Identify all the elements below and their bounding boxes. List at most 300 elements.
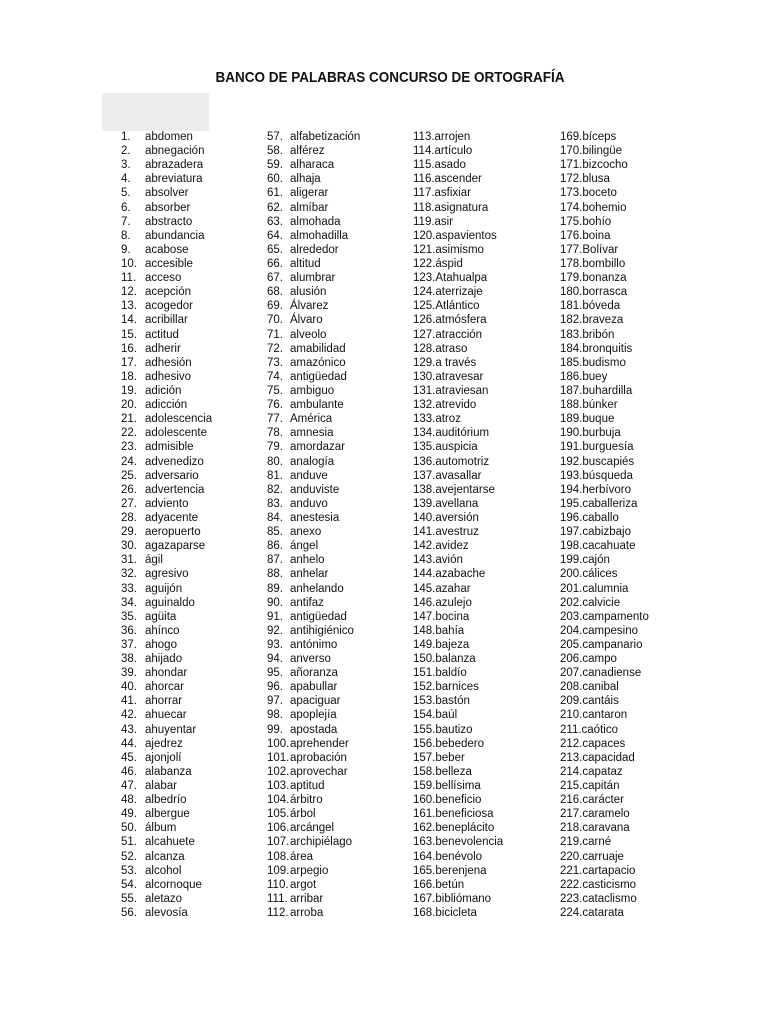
word-text: caramelo [582,808,630,821]
word-number: 134. [413,427,436,440]
word-item [560,426,649,440]
word-number: 155. [413,723,436,736]
word-text: artículo [434,145,473,158]
word-number: 123. [413,272,436,285]
word-column-1 [121,130,212,920]
word-number: 92. [267,624,283,637]
word-item [267,892,360,906]
word-text: absorber [145,201,191,214]
word-item [121,680,212,694]
word-item [121,144,212,158]
word-number: 34. [121,596,137,609]
word-number: 216. [560,794,583,807]
word-number: 201. [560,582,583,595]
word-number: 26. [121,483,137,496]
word-number: 188. [560,399,583,412]
word-text: campo [582,653,617,666]
word-text: arcángel [290,822,335,835]
word-text: alusión [290,286,327,299]
word-text: cantáis [582,695,619,708]
word-number: 198. [560,540,583,553]
word-number: 8. [121,229,131,242]
word-number: 32. [121,568,137,581]
word-item [413,215,503,229]
word-item [267,229,360,243]
word-number: 200. [560,568,583,581]
word-item [413,779,503,793]
word-text: albergue [145,808,190,821]
word-text: campamento [582,610,649,623]
word-item [121,328,212,342]
word-text: aversión [435,511,479,524]
word-item [267,878,360,892]
word-item [560,807,649,821]
word-number: 6. [121,201,131,214]
word-number: 130. [413,370,436,383]
word-text: adherir [145,342,181,355]
word-text: capacidad [582,751,635,764]
word-text: aterrizaje [435,286,483,299]
word-number: 191. [560,441,583,454]
word-item [121,455,212,469]
word-number: 190. [560,427,583,440]
word-text: calvicie [582,596,621,609]
word-text: Álvaro [290,314,323,327]
word-text: aguinaldo [145,596,195,609]
word-item [413,299,503,313]
word-number: 1. [121,131,131,143]
word-number: 76. [267,399,283,412]
word-item [121,737,212,751]
word-item [267,666,360,680]
word-text: abnegación [145,145,205,158]
word-number: 18. [121,370,137,383]
word-item [413,708,503,722]
word-number: 121. [413,243,436,256]
word-number: 217. [560,808,583,821]
word-number: 57. [267,131,283,143]
word-column-2 [267,130,360,920]
word-text: ángel [290,540,319,553]
word-number: 164. [413,850,436,863]
word-text: antigüedad [290,610,347,623]
word-item [413,271,503,285]
page-title: BANCO DE PALABRAS CONCURSO DE ORTOGRAFÍA [215,69,565,86]
word-text: cabizbajo [582,526,631,539]
word-item [560,412,649,426]
word-number: 35. [121,610,137,623]
word-item [560,553,649,567]
word-number: 91. [267,610,283,623]
word-item [413,751,503,765]
word-text: auspicia [435,441,478,454]
word-item [267,835,360,849]
word-number: 72. [267,342,283,355]
word-text: antigüedad [290,370,347,383]
word-item [267,567,360,581]
word-number: 118. [413,201,435,214]
word-number: 79. [267,441,283,454]
word-text: ajedrez [145,737,183,750]
word-item [560,313,649,327]
word-item [267,652,360,666]
word-text: arpegio [290,864,329,877]
word-number: 212. [560,737,583,750]
word-text: ahínco [145,624,180,637]
word-item [560,342,649,356]
word-item [121,158,212,172]
word-number: 125. [413,300,436,313]
word-number: 113. [413,131,435,143]
word-item [413,257,503,271]
word-item [560,144,649,158]
word-number: 157. [413,751,436,764]
word-number: 184. [560,342,583,355]
word-item [413,892,503,906]
word-number: 48. [121,794,137,807]
word-item [560,638,649,652]
word-item [413,229,503,243]
word-item [560,694,649,708]
word-text: borrasca [582,286,628,299]
word-item [413,666,503,680]
word-item [560,398,649,412]
word-item [267,723,360,737]
word-number: 94. [267,653,283,666]
word-item [413,356,503,370]
word-number: 146. [413,596,436,609]
word-item [413,737,503,751]
word-item [413,765,503,779]
word-item [121,285,212,299]
word-number: 202. [560,596,583,609]
word-number: 177. [560,243,583,256]
word-text: abreviatura [145,173,203,186]
word-number: 20. [121,399,137,412]
word-text: campesino [582,624,639,637]
word-number: 65. [267,243,283,256]
word-item [267,850,360,864]
word-number: 213. [560,751,583,764]
word-number: 12. [121,286,137,299]
word-number: 207. [560,667,583,680]
word-number: 174. [560,201,583,214]
word-text: cálices [582,568,618,581]
word-number: 204. [560,624,583,637]
word-item [267,412,360,426]
word-number: 7. [121,215,131,228]
word-text: beber [435,751,465,764]
word-number: 25. [121,469,137,482]
word-item [267,201,360,215]
word-item [267,610,360,624]
word-item [121,313,212,327]
word-number: 62. [267,201,283,214]
word-item [413,807,503,821]
word-number: 55. [121,892,137,905]
word-item [121,751,212,765]
word-item [121,426,212,440]
word-text: benevolencia [435,836,504,849]
word-item [560,328,649,342]
word-item [121,779,212,793]
word-item [267,497,360,511]
word-text: asfixiar [434,187,471,200]
word-number: 23. [121,441,137,454]
word-item [413,511,503,525]
word-item [413,342,503,356]
word-text: apostada [290,723,338,736]
word-number: 169. [560,131,583,143]
word-number: 183. [560,328,583,341]
word-item [413,440,503,454]
word-text: analogía [290,455,335,468]
word-text: catarata [582,907,624,920]
word-text: arrojen [434,131,471,143]
word-text: ajonjolí [145,751,182,764]
word-text: avellana [435,497,479,510]
word-number: 158. [413,765,436,778]
word-text: cartapacio [582,864,636,877]
word-text: anhelar [290,568,329,581]
word-text: barnices [435,681,479,694]
word-number: 149. [413,638,436,651]
word-number: 108. [267,850,290,863]
word-number: 66. [267,257,283,270]
word-number: 96. [267,681,283,694]
word-number: 71. [267,328,283,341]
word-text: actitud [145,328,179,341]
word-number: 166. [413,878,436,891]
word-number: 10. [121,257,137,270]
word-number: 133. [413,413,436,426]
word-text: búnker [582,399,618,412]
word-number: 80. [267,455,283,468]
word-text: avestruz [435,526,479,539]
word-number: 135. [413,441,436,454]
word-number: 173. [560,187,583,200]
word-item [413,243,503,257]
word-number: 40. [121,681,137,694]
word-number: 109. [267,864,290,877]
word-item [121,356,212,370]
word-item [413,412,503,426]
word-text: aspavientos [435,229,497,242]
word-item [560,835,649,849]
word-text: betún [435,878,465,891]
word-number: 211. [560,723,582,736]
word-number: 58. [267,145,283,158]
word-number: 209. [560,695,583,708]
word-text: apabullar [290,681,338,694]
word-item [560,878,649,892]
word-number: 50. [121,822,137,835]
word-text: América [290,413,333,426]
word-text: advertencia [145,483,205,496]
word-text: buey [582,370,608,383]
word-text: absolver [145,187,189,200]
word-item [267,511,360,525]
word-item [121,652,212,666]
word-text: aletazo [145,892,183,905]
word-number: 152. [413,681,436,694]
word-text: bohío [582,215,612,228]
word-item [560,511,649,525]
word-text: alharaca [290,159,335,172]
word-number: 44. [121,737,137,750]
word-item [121,539,212,553]
word-item [121,765,212,779]
word-item [121,892,212,906]
word-text: ahorrar [145,695,183,708]
word-number: 29. [121,526,137,539]
word-number: 142. [413,540,436,553]
word-item [560,525,649,539]
word-text: auditórium [435,427,490,440]
word-number: 54. [121,878,137,891]
word-number: 167. [413,892,436,905]
word-column-4 [560,130,649,920]
word-number: 114. [413,145,435,158]
word-text: aeropuerto [145,526,201,539]
word-number: 52. [121,850,137,863]
word-number: 182. [560,314,583,327]
word-number: 170. [560,145,583,158]
word-item [413,610,503,624]
word-item [560,130,649,144]
word-number: 43. [121,723,137,736]
word-number: 64. [267,229,283,242]
word-item [413,596,503,610]
word-number: 187. [560,384,583,397]
word-text: acceso [145,272,182,285]
word-number: 195. [560,497,583,510]
word-number: 140. [413,511,436,524]
word-number: 4. [121,173,131,186]
word-text: bocina [435,610,470,623]
word-item [560,610,649,624]
word-item [267,807,360,821]
word-text: adhesión [145,356,192,369]
word-item [413,398,503,412]
word-number: 156. [413,737,436,750]
word-number: 37. [121,638,137,651]
word-item [121,708,212,722]
word-number: 205. [560,638,583,651]
word-item [413,850,503,864]
word-item [121,807,212,821]
word-item [560,582,649,596]
word-item [267,708,360,722]
word-text: áspid [435,257,463,270]
word-text: beneficiosa [435,808,494,821]
word-item [560,821,649,835]
word-number: 219. [560,836,583,849]
word-text: cataclismo [582,892,637,905]
word-number: 122. [413,257,436,270]
word-number: 117. [413,187,435,200]
word-text: atracción [435,328,483,341]
word-number: 150. [413,653,436,666]
word-text: área [290,850,314,863]
word-text: anduve [290,469,328,482]
word-number: 63. [267,215,283,228]
word-item [560,186,649,200]
word-text: aptitud [290,780,325,793]
word-text: burbuja [582,427,621,440]
word-text: beneficio [435,794,482,807]
word-item [413,497,503,511]
word-number: 39. [121,667,137,680]
word-text: aprobación [290,751,347,764]
word-number: 138. [413,483,436,496]
word-number: 41. [121,695,137,708]
word-text: burguesía [582,441,634,454]
word-item [121,186,212,200]
word-number: 93. [267,638,283,651]
word-text: caótico [581,723,618,736]
word-number: 2. [121,145,131,158]
word-number: 105. [267,808,290,821]
word-text: bahía [435,624,465,637]
word-item [560,497,649,511]
word-item [121,511,212,525]
word-text: bebedero [435,737,484,750]
word-number: 30. [121,540,137,553]
word-number: 222. [560,878,583,891]
word-item [267,299,360,313]
word-number: 5. [121,187,131,200]
word-text: ambiguo [290,384,335,397]
word-text: ahorcar [145,681,184,694]
word-text: atmósfera [435,314,487,327]
word-text: budismo [582,356,626,369]
word-number: 100. [267,737,290,750]
word-text: anexo [290,526,322,539]
word-item [267,638,360,652]
word-item [413,567,503,581]
word-text: aprehender [290,737,349,750]
word-text: bibliómano [435,892,492,905]
word-item [413,313,503,327]
word-text: bronquitis [582,342,633,355]
word-text: carácter [582,794,624,807]
word-item [560,723,649,737]
word-number: 68. [267,286,283,299]
word-number: 136. [413,455,436,468]
word-item [413,906,503,920]
word-item [121,610,212,624]
word-text: azabache [435,568,486,581]
word-item [413,483,503,497]
word-number: 199. [560,554,583,567]
word-text: álbum [145,822,177,835]
word-item [267,821,360,835]
word-item [267,793,360,807]
word-number: 13. [121,300,137,313]
word-number: 220. [560,850,583,863]
word-item [560,652,649,666]
word-item [267,370,360,384]
word-number: 81. [267,469,283,482]
word-text: ágil [145,554,163,567]
word-column-3 [413,130,503,920]
word-text: automotriz [435,455,490,468]
word-text: árbitro [290,794,323,807]
word-number: 21. [121,413,137,426]
word-item [121,215,212,229]
word-item [413,821,503,835]
